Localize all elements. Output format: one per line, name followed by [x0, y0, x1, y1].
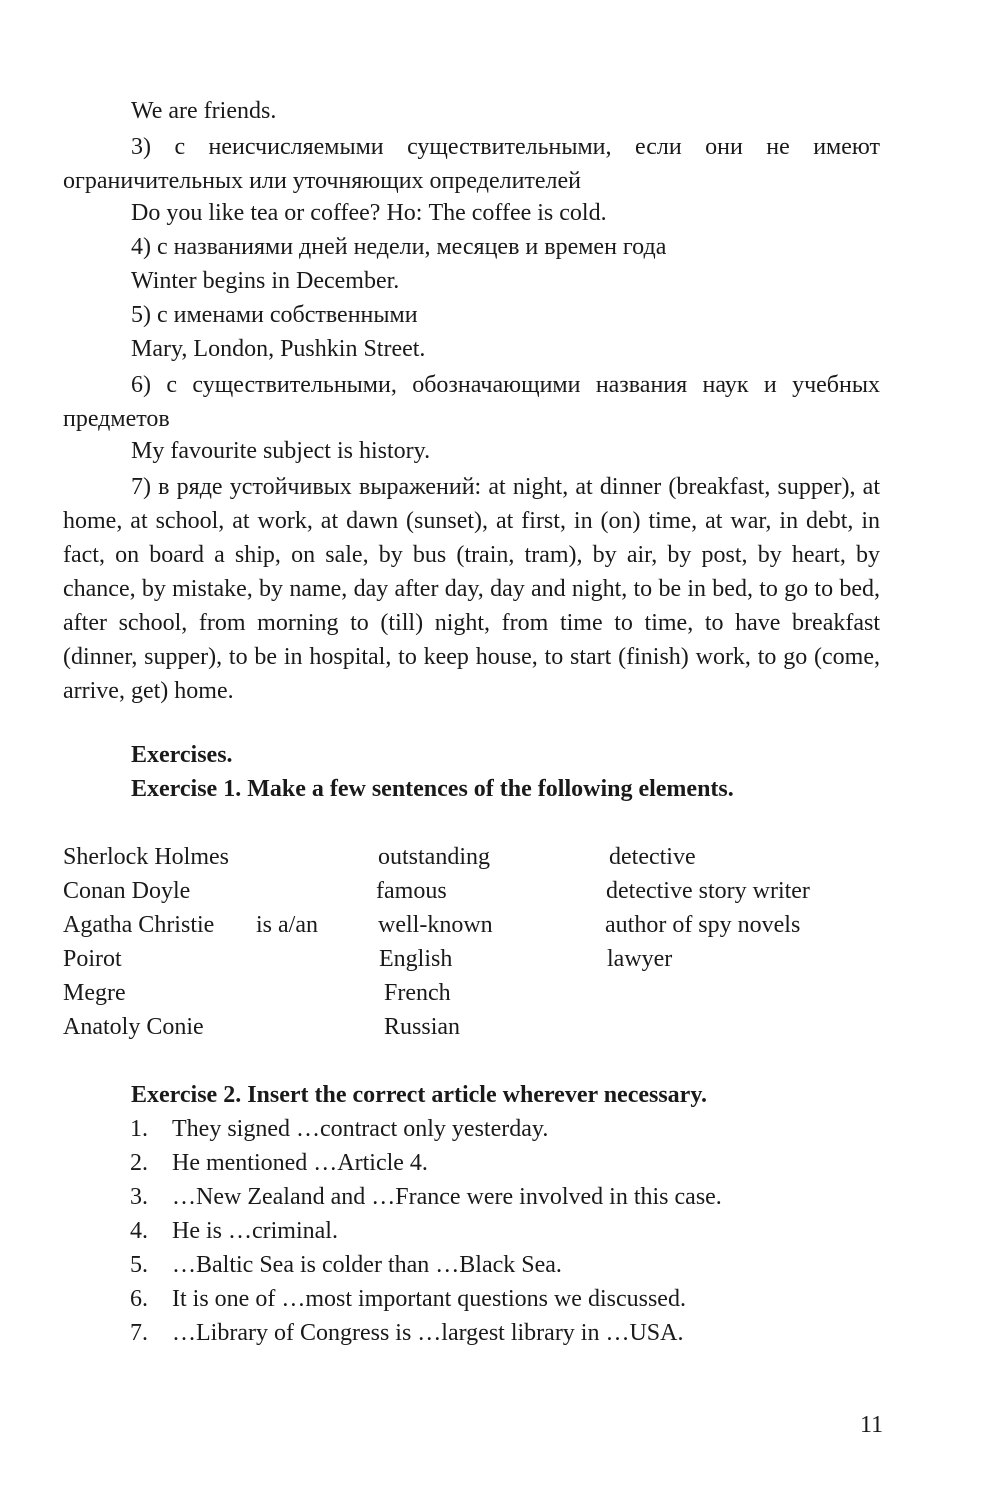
noun-cell: author of spy novels	[605, 912, 801, 938]
rule-6	[63, 368, 880, 436]
item-text: It is one of …most important questions we discussed.	[172, 1286, 686, 1312]
noun-cell: detective	[609, 844, 696, 870]
subject-cell: Anatoly Conie	[63, 1014, 204, 1040]
rule-5: 5) с именами собственными	[131, 302, 418, 328]
item-text: …Baltic Sea is colder than …Black Sea.	[172, 1252, 562, 1278]
rule-3-example: Do you like tea or coffee? Но: The coffee is cold.	[131, 200, 607, 226]
adjective-cell: Russian	[384, 1014, 461, 1040]
exercise-2-title: Exercise 2. Insert the correct article wherever necessary.	[131, 1082, 707, 1108]
adjective-cell: outstanding	[378, 844, 490, 870]
item-number: 4.	[130, 1218, 148, 1244]
noun-cell: detective story writer	[606, 878, 810, 904]
item-number: 7.	[130, 1320, 148, 1346]
page-number: 11	[860, 1412, 884, 1438]
rule-7	[63, 470, 880, 708]
rule-6-example: My favourite subject is history.	[131, 438, 431, 464]
rule-4-example: Winter begins in December.	[131, 268, 400, 294]
item-text: …Library of Congress is …largest library in …USA.	[172, 1320, 684, 1346]
list-item	[130, 1284, 686, 1314]
list-item	[130, 1318, 684, 1348]
rule-6-text: 6) с существительными, обозначающими названия наук и учебных предметов	[63, 372, 880, 432]
verb-cell: is a/an	[256, 912, 318, 938]
adjective-cell: English	[379, 946, 453, 972]
subject-cell: Megre	[63, 980, 126, 1006]
example-we-are-friends: We are friends.	[131, 98, 277, 124]
adjective-cell: well-known	[378, 912, 493, 938]
subject-cell: Agatha Christie	[63, 912, 215, 938]
item-text: …New Zealand and …France were involved in this case.	[172, 1184, 722, 1210]
subject-cell: Poirot	[63, 946, 122, 972]
list-item	[130, 1250, 562, 1280]
list-item	[130, 1114, 548, 1144]
item-number: 6.	[130, 1286, 148, 1312]
noun-cell: lawyer	[607, 946, 673, 972]
item-text: He is …criminal.	[172, 1218, 338, 1244]
item-number: 2.	[130, 1150, 148, 1176]
adjective-cell: French	[384, 980, 451, 1006]
item-text: He mentioned …Article 4.	[172, 1150, 428, 1176]
subject-cell: Sherlock Holmes	[63, 844, 229, 870]
list-item	[130, 1182, 722, 1212]
rule-5-example: Mary, London, Pushkin Street.	[131, 336, 426, 362]
rule-7-text: 7) в ряде устойчивых выражений: at night, at dinner (breakfast, supper), at home, at school, at work, at dawn (sunset), at first, in (on) time, at war, in debt, in fact, on board a ship, on sale, by bus (train, tram), by air, by post, by heart, by chance, by mistake, by name, day after day, day and night, to be in bed, to go to bed, after school, from morning to (till) night, from time to time, to have breakfast (dinner, supper), to be in hospital, to keep house, to start (finish) work, to go (come, arrive, get) home.	[63, 474, 880, 704]
rule-3	[63, 130, 880, 198]
item-number: 5.	[130, 1252, 148, 1278]
rule-3-text: 3) с неисчисляемыми существительными, если они не имеют ограничительных или уточняющих определителей	[63, 134, 880, 194]
item-number: 3.	[130, 1184, 148, 1210]
list-item	[130, 1148, 428, 1178]
exercises-heading: Exercises.	[131, 742, 233, 768]
list-item	[130, 1216, 338, 1246]
item-number: 1.	[130, 1116, 148, 1142]
subject-cell: Conan Doyle	[63, 878, 191, 904]
rule-4: 4) с названиями дней недели, месяцев и времен года	[131, 234, 667, 260]
exercise-1-title: Exercise 1. Make a few sentences of the following elements.	[131, 776, 734, 802]
adjective-cell: famous	[376, 878, 447, 904]
item-text: They signed …contract only yesterday.	[172, 1116, 549, 1142]
